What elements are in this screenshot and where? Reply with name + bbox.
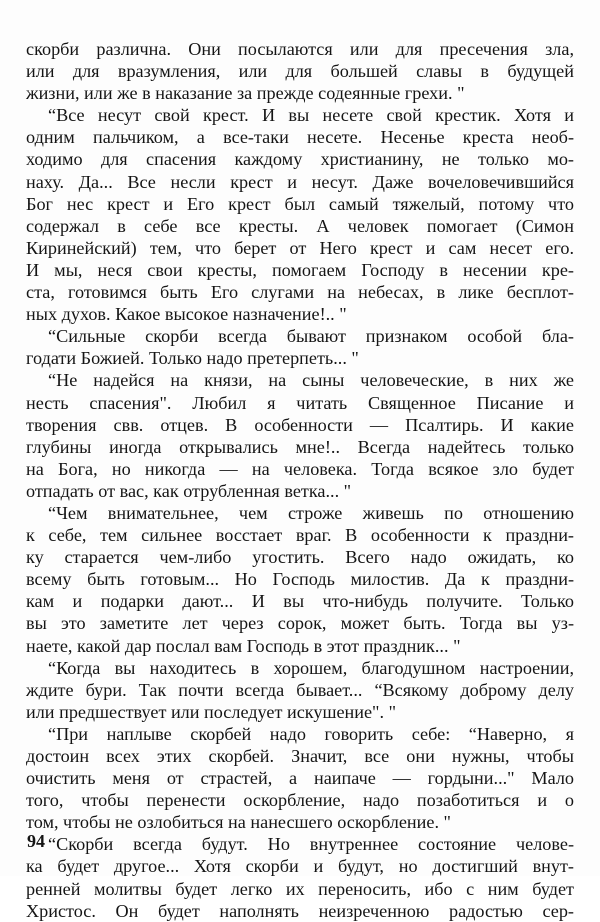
page-body-text xyxy=(26,38,574,922)
text-line: годати Божией. Только надо претерпеть... " xyxy=(26,348,359,369)
text-line: “Когда вы находитесь в хорошем, благодушном настроении, xyxy=(48,657,574,678)
text-line: наху. Да... Все несли крест и несут. Даже вочеловечившийся xyxy=(26,171,574,192)
text-line: или для вразумления, или для большей славы в будущей xyxy=(26,61,574,82)
text-line: ка будет другое... Хотя скорби и будут, но достигший внут- xyxy=(26,856,574,877)
text-line: глубины иногда открывались мне!.. Всегда надейтесь только xyxy=(26,436,574,457)
text-line: одним пальчиком, а все-таки несете. Несенье креста необ- xyxy=(26,127,574,148)
text-line: кам и подарки дают... И вы что-нибудь получите. Только xyxy=(26,591,574,612)
text-line: наете, какой дар послал вам Господь в этот праздник... " xyxy=(26,635,461,656)
text-line: скорби различна. Они посылаются или для пресечения зла, xyxy=(26,39,574,59)
text-line: ходимо для спасения каждому христианину, не только мо- xyxy=(26,149,574,170)
text-line: ных духов. Какое высокое назначение!.. " xyxy=(26,304,347,325)
text-line: несть спасения". Любил я читать Священное Писание и xyxy=(26,392,574,413)
text-line: отпадать от вас, как отрубленная ветка... " xyxy=(26,480,352,501)
text-line: “При наплыве скорбей надо говорить себе: “Наверно, я xyxy=(48,723,574,744)
text-line: всему быть готовым... Но Господь милостив. Да к праздни- xyxy=(26,569,574,590)
text-line: того, чтобы перенести оскорбление, надо позаботиться и о xyxy=(26,790,574,811)
text-line: И мы, неся свои кресты, помогаем Господу в несении кре- xyxy=(26,259,574,280)
text-line: ста, готовимся быть Его слугами на небесах, в лике бесплот- xyxy=(26,282,574,303)
text-line: Киринейский) тем, что берет от Него крест и сам несет его. xyxy=(26,237,574,258)
text-line: или предшествует или последует искушение". " xyxy=(26,701,397,722)
text-line: достоин всех этих скорбей. Значит, все они нужны, чтобы xyxy=(26,746,574,766)
text-line: “Все несут свой крест. И вы несете свой крестик. Хотя и xyxy=(48,105,574,126)
text-line: ждите бури. Так почти всегда бывает... “Всякому доброму делу xyxy=(26,679,574,700)
text-line: “Не надейся на князи, на сыны человеческие, в них же xyxy=(48,370,574,391)
text-line: жизни, или же в наказание за прежде содеянные грехи. " xyxy=(26,83,465,104)
text-line: ку старается чем-либо угостить. Всего надо ожидать, ко xyxy=(26,547,574,568)
text-line: Бог нес крест и Его крест был самый тяжелый, потому что xyxy=(26,193,574,214)
text-line: “Сильные скорби всегда бывают признаком особой бла- xyxy=(48,326,574,347)
text-line: содержал в себе все кресты. А человек помогает (Симон xyxy=(26,215,574,236)
page-number: 94 xyxy=(27,831,45,851)
text-line: на Бога, но никогда — на человека. Тогда всякое зло будет xyxy=(26,458,574,479)
text-line: к себе, тем сильнее восстает враг. В особенности к праздни- xyxy=(26,525,574,546)
text-line: ренней молитвы будет легко их переносить, ибо с ним будет xyxy=(26,878,574,899)
text-line: творения свв. отцев. В особенности — Псалтирь. И какие xyxy=(26,414,574,435)
text-line: “Чем внимательнее, чем строже живешь по отношению xyxy=(48,502,574,523)
text-line: очистить меня от страстей, а наипаче — гордыни..." Мало xyxy=(26,768,574,789)
text-line: том, чтобы не озлобиться на нанесшего оскорбление. " xyxy=(26,812,451,833)
text-line: вы это заметите лет через сорок, может быть. Тогда вы уз- xyxy=(26,613,574,634)
text-line: “Скорби всегда будут. Но внутреннее состояние челове- xyxy=(48,834,574,855)
text-line: Христос. Он будет наполнять неизреченною радостью сер- xyxy=(26,900,574,921)
